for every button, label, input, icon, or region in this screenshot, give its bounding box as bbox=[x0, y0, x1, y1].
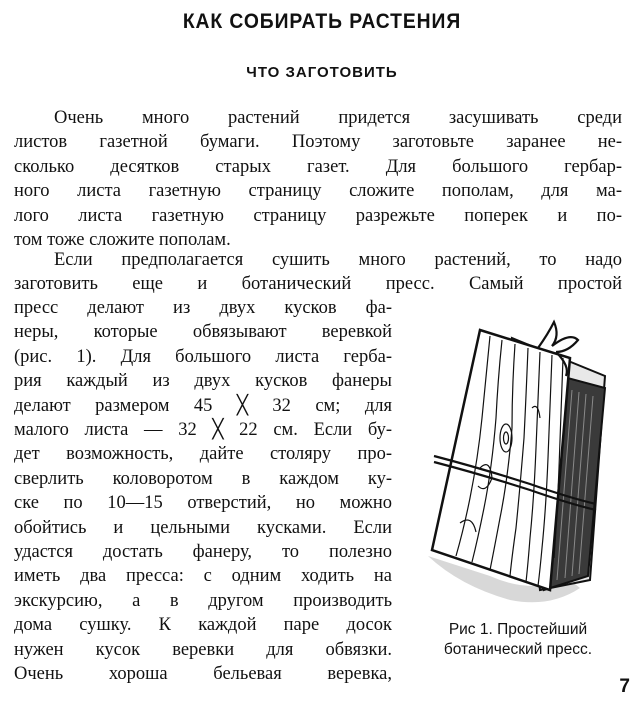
section-title: ЧТО ЗАГОТОВИТЬ bbox=[246, 64, 398, 81]
text-line: Если предполагается сушить много растений, то надо bbox=[54, 250, 622, 270]
text-line: (рис. 1). Для большого листа герба- bbox=[14, 346, 392, 367]
paragraph-2-full-width bbox=[14, 248, 622, 297]
text-line: Очень много растений придется засушивать среди bbox=[54, 108, 622, 128]
text-line: иметь два пресса: с одним ходить на bbox=[14, 566, 392, 587]
page-number: 7 bbox=[619, 676, 630, 697]
paragraph-2-narrow-column bbox=[14, 296, 392, 687]
text-line: делают размером 45 ╳ 32 см; для bbox=[14, 395, 392, 416]
paragraph-1 bbox=[14, 106, 622, 252]
text-line: неры, которые обвязывают веревкой bbox=[14, 322, 392, 343]
caption-line-1: Рис 1. Простейший bbox=[448, 621, 588, 638]
press-illustration bbox=[420, 318, 616, 608]
text-line: экскурсию, а в другом производить bbox=[14, 590, 392, 611]
figure-caption bbox=[418, 620, 618, 660]
text-line: ного листа газетную страницу сложите пополам, для ма- bbox=[14, 181, 622, 202]
text-line: заготовить еще и ботанический пресс. Самый простой bbox=[14, 274, 622, 295]
text-line: дома сушку. К каждой паре досок bbox=[14, 615, 392, 636]
text-line: дет возможность, дайте столяру про- bbox=[14, 444, 392, 465]
text-line: обойтись и цельными кусками. Если bbox=[14, 517, 392, 538]
text-line: Очень хороша бельевая веревка, bbox=[14, 664, 392, 685]
text-line: рия каждый из двух кусков фанеры bbox=[14, 371, 392, 392]
text-line: нужен кусок веревки для обвязки. bbox=[14, 639, 392, 660]
caption-line-2: ботанический пресс. bbox=[443, 641, 593, 658]
text-line: пресс делают из двух кусков фа- bbox=[14, 298, 392, 318]
chapter-title: КАК СОБИРАТЬ РАСТЕНИЯ bbox=[182, 10, 462, 33]
text-line: ске по 10—15 отверстий, но можно bbox=[14, 493, 392, 514]
text-line: удастся достать фанеру, то полезно bbox=[14, 542, 392, 563]
text-line: сверлить коловоротом в каждом ку- bbox=[14, 468, 392, 489]
text-line: сколько десятков старых газет. Для большого гербар- bbox=[14, 156, 622, 177]
text-line: листов газетной бумаги. Поэтому заготовьте заранее не- bbox=[14, 132, 622, 153]
text-line: том тоже сложите пополам. bbox=[14, 230, 231, 251]
text-line: лого листа газетную страницу разрежьте поперек и по- bbox=[14, 205, 622, 226]
text-line: малого листа — 32 ╳ 22 см. Если бу- bbox=[14, 420, 392, 441]
